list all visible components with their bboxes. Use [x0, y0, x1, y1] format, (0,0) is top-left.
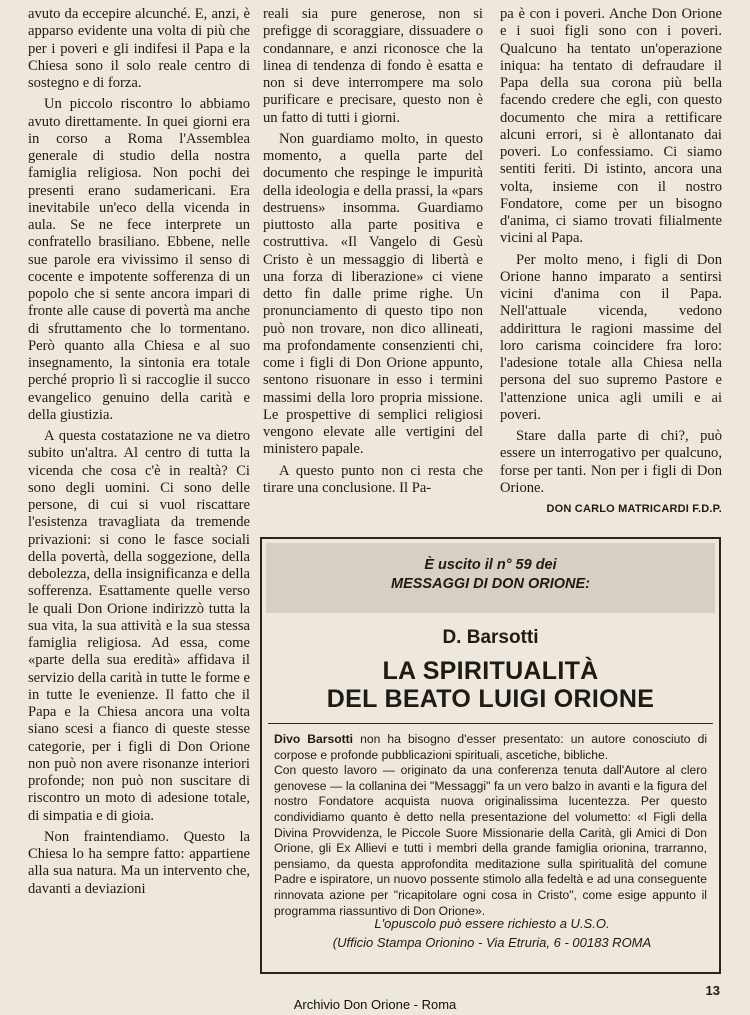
book-title-line: DEL BEATO LUIGI ORIONE: [326, 685, 655, 713]
announcement-header: [266, 543, 715, 613]
paragraph: reali sia pure generose, non si prefigge di scoraggiare, dissuadere o condannare, e anzi riconosce che la linea di tendenza di fondo è esatta e non si deve interrompere ma solo purificare e precisare, questo non è un fatto di tutti i giorni.: [263, 6, 483, 126]
announcement-text: non ha bisogno d'esser presentato: un autore conosciuto di corpose e profonde pubblicazioni spirituali, ascetiche, bibliche.: [274, 732, 708, 762]
announcement-paragraph: Con questo lavoro — originato da una conferenza tenuta dall'Autore al clero genovese — la collanina dei "Messaggi" fa un vero balzo in avanti e la figura del nostro Fondatore acquista nuova originalissima lucentezza. Per questo condividiamo quanto è detto nella presentazione del volumetto: «I Figli della Divina Provvidenza, le Piccole Suore Missionarie della Carità, gli Amici di Don Orione, gli Ex Allievi e tutti i membri della grande famiglia orionina, trarranno, pensiamo, da questa approfondita meditazione sulla spiritualità del comune Padre e ispiratore, un nuovo possente stimolo alla fedeltà e ad una conseguente rinnovata azione per "ricapitolare ogni cosa in Cristo", come esige appunto il programma riassuntivo di Don Orione».: [274, 763, 707, 918]
paragraph: A questo punto non ci resta che tirare una conclusione. Il Pa-: [263, 462, 483, 496]
book-title-line: LA SPIRITUALITÀ: [382, 657, 599, 685]
announcement-body: [274, 732, 707, 919]
paragraph: Stare dalla parte di chi?, può essere un interrogativo per qualcuno, forse per tanti. Non per i figli di Don Orione.: [500, 428, 722, 496]
paragraph: Un piccolo riscontro lo abbiamo avuto direttamente. In quei giorni era in corso a Roma l'Assemblea generale di studio della nostra famiglia religiosa. Non pochi dei presenti erano sudamericani. Era inevitabile un'eco della vicenda in aula. Se ne fece interprete un confratello brasiliano. Ebbene, nelle sue parole era vivissimo il senso di cocente e impotente sofferenza di un popolo che si sente ancora impari di fronte alle cause di povertà ma anche di sfruttamento che lo tormentano. Però quanto alla Chiesa e al suo insegnamento, la sintonia era totale perché proprio lì si raccoglie il succo evangelico genuino della carità e della giustizia.: [28, 96, 250, 423]
divider: [268, 723, 713, 724]
order-address: (Ufficio Stampa Orionino - Via Etruria, 6 - 00183 ROMA: [332, 935, 652, 950]
article-column-2: [263, 6, 483, 501]
article-column-1: [28, 6, 250, 902]
paragraph: pa è con i poveri. Anche Don Orione e i suoi figli sono con i poveri. Qualcuno ha tentato un'operazione iniqua: ha tentato di defraudare il Papa della sua corona più bella facendo credere che egli, con questo documento che mira a rettificare alcuni errori, si è allontanato dai poveri. Lo confessiamo. Ci siamo sentiti feriti. Di istinto, ancora una volta, insieme con il nostro Fondatore, come per un bisogno d'anima, ci siamo trovati filialmente vicini al Papa.: [500, 6, 722, 247]
order-line: L'opuscolo può essere richiesto a U.S.O.: [374, 916, 610, 931]
paragraph: avuto da eccepire alcunché. E, anzi, è apparso evidente una volta di più che per i poveri e gli indifesi il Papa e la Chiesa sono il solo reale centro di sostegno e di forza.: [28, 6, 250, 91]
archive-watermark-label: Archivio Don Orione - Roma: [293, 997, 457, 1012]
paragraph: Non guardiamo molto, in questo momento, a quella parte del documento che respinge le impurità della ideologia e della prassi, la «pars destruens» insomma. Guardiamo piuttosto alla parte positiva e costruttiva. «Il Vangelo di Gesù Cristo è un messaggio di libertà e una forza di liberazione» ci viene detto fin dalle prime righe. Un pronunciamento di questo tipo non può non trovare, non dico allineati, ma profondamente consenzienti chi, come i figli di Don Orione appunto, sentono risuonare in esso i termini massimi della loro propria missione. Le prospettive di semplici religiosi vengono elevate alle vertigini del ministero papale.: [263, 130, 483, 458]
paragraph: Per molto meno, i figli di Don Orione hanno imparato a sentirsi vicini d'anima con il Papa. Nell'attuale vicenda, vedono addirittura le ragioni massime del loro carisma coincidere fra loro: l'adesione totale alla Chiesa nella persona del suo supremo Pastore e l'attenzione unica agli umili e ai poveri.: [500, 251, 722, 423]
paragraph: A questa costatazione ne va dietro subito un'altra. Al centro di tutta la vicenda che cosa c'è in realtà? Ci sono degli uomini. Ci sono delle persone, di cui si vuol riscattare l'esistenza travagliata da tremende privazioni: si cono le fasce sociali della povertà, della soggezione, della debolezza, della insignificanza e della sofferenza. Esattamente quelle verso le quali Don Orione indirizzò tutta la sua vita, la sua attività e la sua stessa famiglia religiosa. Ad essa, come «parte della sua eredità» affidava il servizio della carità in tutte le forme e in tutte le evenienze. Il fatto che il Papa e la Chiesa ancora una volta siano scesi a fianco di queste stesse categorie, per i figli di Don Orione non può non avere risonanze interiori profonde; non può non suscitare di riscontro un moto di adesione totale, di simpatia e di gioia.: [28, 428, 250, 824]
author-signature: DON CARLO MATRICARDI F.D.P.: [546, 503, 722, 515]
book-author: D. Barsotti: [442, 627, 539, 648]
announcement-header-line: È uscito il n° 59 dei: [424, 557, 557, 573]
publication-announcement-box: [260, 537, 721, 974]
article-column-3: [500, 6, 722, 518]
announcement-header-line: MESSAGGI DI DON ORIONE:: [391, 576, 590, 592]
announcement-paragraph: [274, 732, 707, 763]
author-name: Divo Barsotti: [274, 732, 354, 746]
paragraph: Non fraintendiamo. Questo la Chiesa lo ha sempre fatto: appartiene alla sua natura. Ma un intervento che, davanti a deviazioni: [28, 828, 250, 897]
order-info: [307, 914, 677, 952]
page-number: 13: [705, 983, 720, 998]
